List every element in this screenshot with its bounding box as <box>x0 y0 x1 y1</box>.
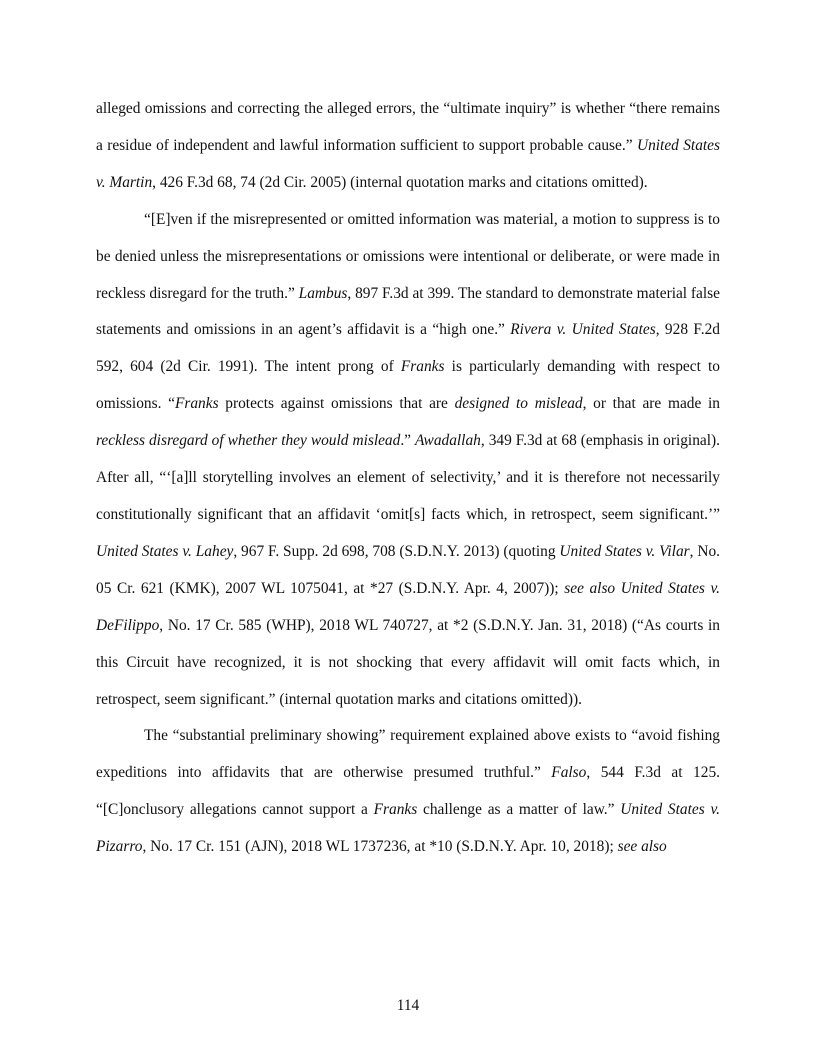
italic-citation: United States v. Vilar <box>559 542 690 560</box>
text-run: challenge as a matter of law.” <box>417 801 621 819</box>
text-run: , No. 17 Cr. 151 (AJN), 2018 WL 1737236, at *10 (S.D.N.Y. Apr. 10, 2018); <box>142 838 618 856</box>
page-number: 114 <box>396 997 420 1014</box>
paragraph-2 <box>96 202 720 719</box>
text-run: , 544 F.3d at 125. “[C]onclusory allegations cannot support a <box>96 764 720 819</box>
text-run: , No. 17 Cr. 585 (WHP), 2018 WL 740727, at *2 (S.D.N.Y. Jan. 31, 2018) (“As courts in this Circuit have recognized, it is not shocking that every affidavit will omit facts which, in retrospect, seem significant.” (internal quotation marks and citations omitted)). <box>96 616 720 708</box>
text-run: , or that are made in <box>582 395 720 413</box>
text-run: , No. 05 Cr. 621 (KMK), 2007 WL 1075041, at *27 (S.D.N.Y. Apr. 4, 2007)); <box>96 542 720 597</box>
italic-citation: see also <box>617 838 667 856</box>
paragraph-3 <box>96 718 720 866</box>
italic-citation: Awadallah <box>415 432 481 450</box>
paragraph-1 <box>96 91 720 202</box>
body-text <box>96 91 720 866</box>
text-run: , 426 F.3d 68, 74 (2d Cir. 2005) (internal quotation marks and citations omitted). <box>152 173 648 191</box>
italic-citation: United States v. Pizarro <box>96 801 720 856</box>
italic-citation: reckless disregard of whether they would mislead <box>96 432 401 450</box>
italic-citation: Falso <box>551 764 587 782</box>
italic-citation: Lambus <box>298 284 348 302</box>
text-run: alleged omissions and correcting the alleged errors, the “ultimate inquiry” is whether “there remains a residue of independent and lawful information sufficient to support probable cause.” <box>96 100 720 154</box>
text-run: “[E]ven if the misrepresented or omitted information was material, a motion to suppress is to be denied unless the misrepresentations or omissions were intentional or deliberate, or were made in reckless disregard for the truth.” <box>96 210 720 302</box>
italic-citation: Franks <box>400 358 445 376</box>
text-run: The “substantial preliminary showing” requirement explained above exists to “avoid fishing expeditions into affidavits that are otherwise presumed truthful.” <box>96 727 720 782</box>
italic-citation: see also United States v. DeFilippo <box>96 579 720 634</box>
italic-citation: designed to mislead <box>454 395 583 413</box>
italic-citation: Franks <box>174 395 219 413</box>
text-run: , 349 F.3d at 68 (emphasis in original). After all, “‘[a]ll storytelling involves an element of selectivity,’ and it is therefore not necessarily constitutionally significant that an affidavit ‘omit[s] facts which, in retrospect, seem significant.’” <box>96 432 720 523</box>
italic-citation: Franks <box>373 801 418 819</box>
text-run: , 897 F.3d at 399. The standard to demonstrate material false statements and omissions in an agent’s affidavit is a “high one.” <box>96 284 720 339</box>
text-run: protects against omissions that are <box>218 395 455 413</box>
text-run: is particularly demanding with respect to omissions. “ <box>96 358 720 413</box>
italic-citation: United States v. Lahey <box>96 542 234 560</box>
italic-citation: Rivera v. United States <box>510 321 656 339</box>
italic-citation: United States v. Martin <box>96 136 721 191</box>
text-run: .” <box>400 432 415 450</box>
text-run: , 967 F. Supp. 2d 698, 708 (S.D.N.Y. 2013) (quoting <box>233 542 560 560</box>
text-run: , 928 F.2d 592, 604 (2d Cir. 1991). The intent prong of <box>96 321 720 376</box>
